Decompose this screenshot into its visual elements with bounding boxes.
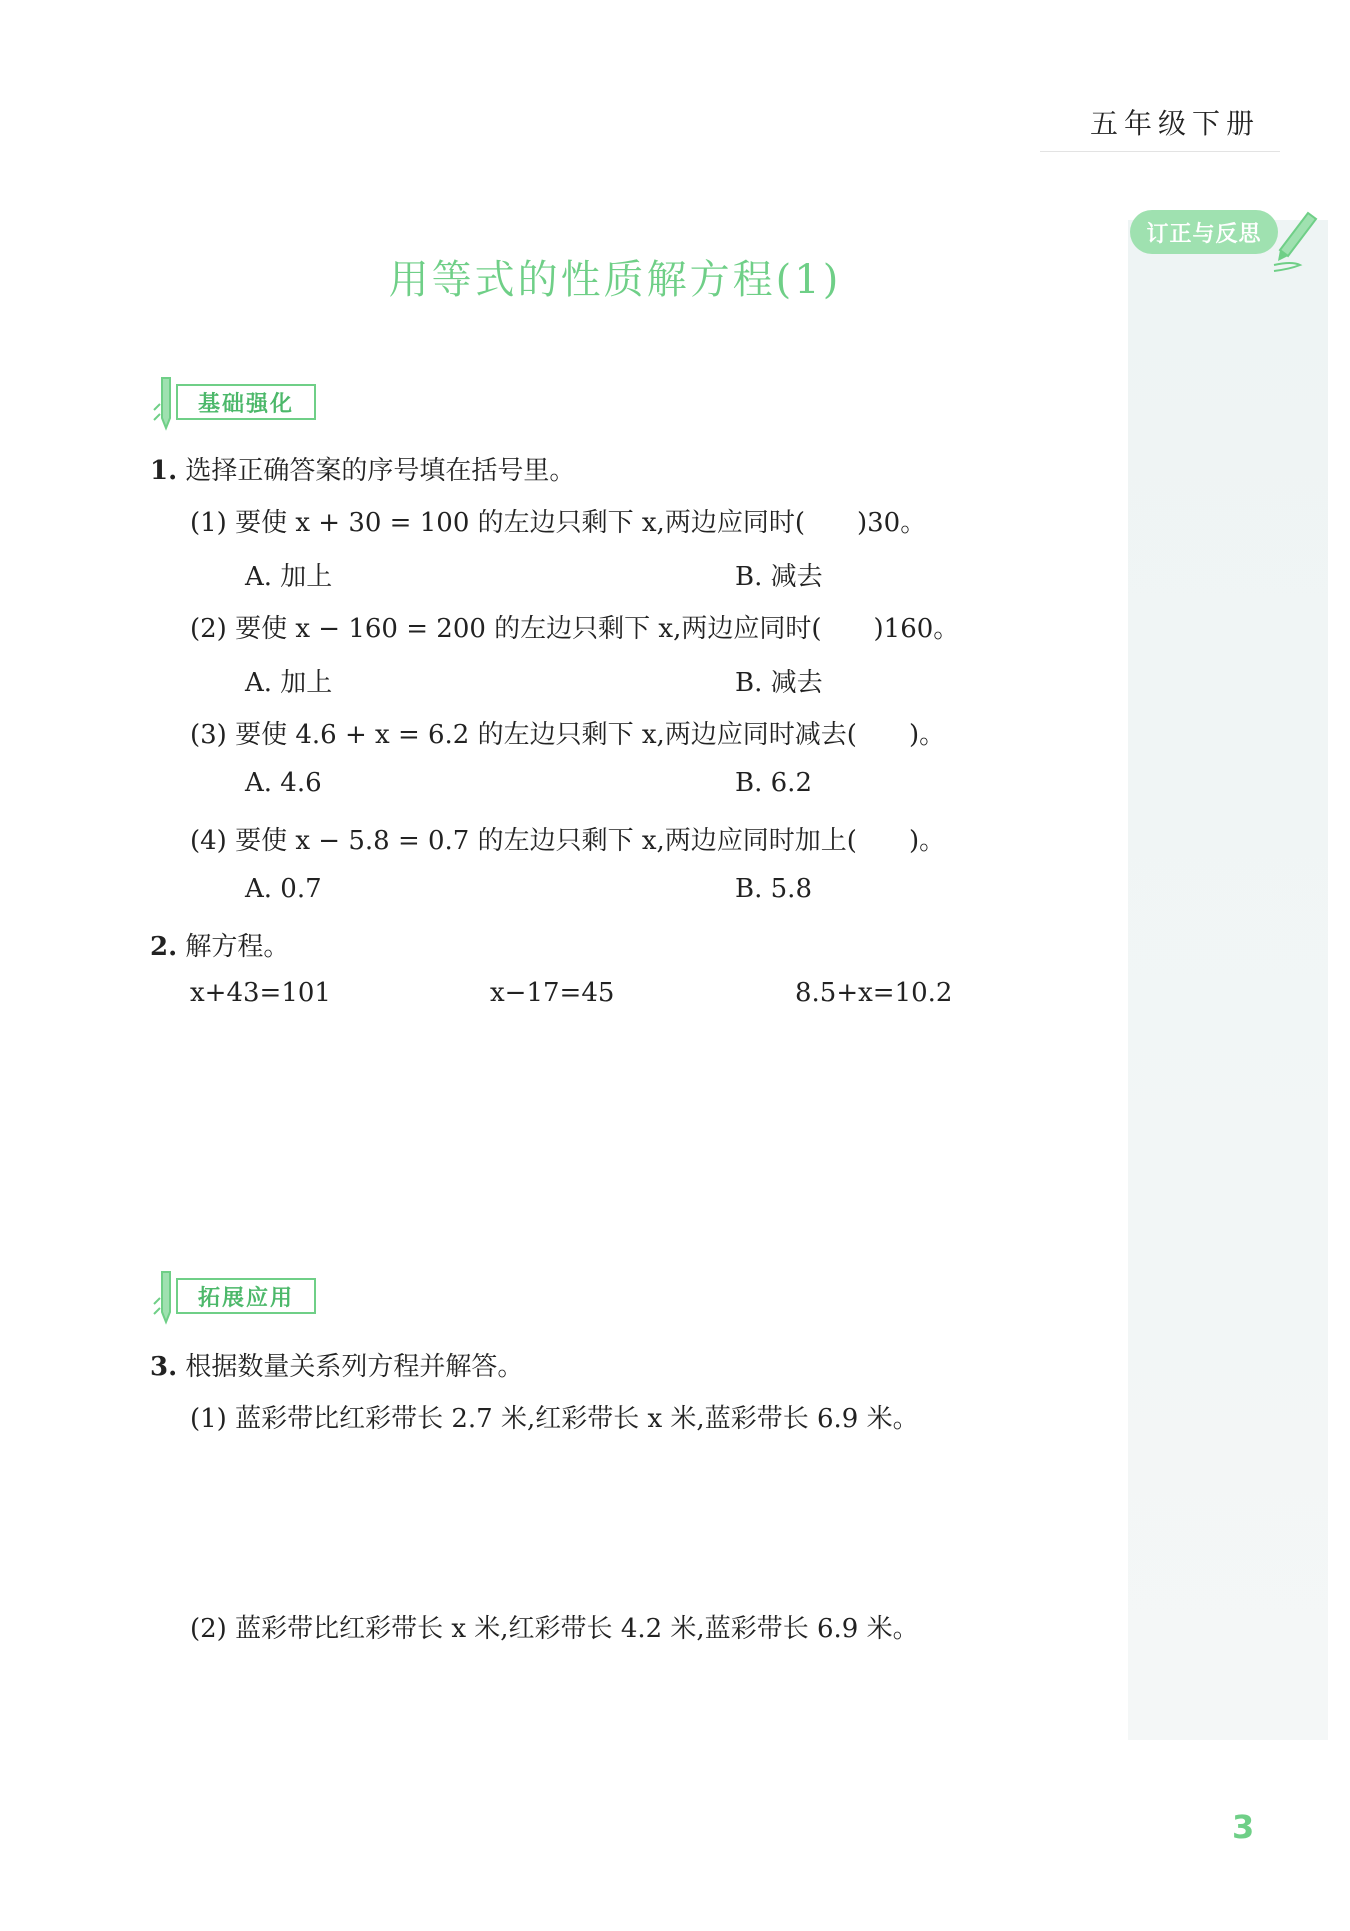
- reflection-margin: [1128, 220, 1328, 1740]
- q1-item-2-option-a: A. 加上: [245, 668, 333, 698]
- grade-header: 五年级下册: [1040, 112, 1280, 152]
- equation-1: x+43=101: [190, 978, 331, 1008]
- q1-item-2: (2) 要使 x − 160 = 200 的左边只剩下 x,两边应同时( )160。: [190, 614, 960, 644]
- q1-item-1: (1) 要使 x + 30 = 100 的左边只剩下 x,两边应同时( )30。: [190, 508, 927, 538]
- q1-item-4-option-a: A. 0.7: [245, 874, 322, 904]
- reflection-label: 订正与反思: [1130, 210, 1278, 254]
- question-2: [150, 926, 289, 963]
- q1-item-4: (4) 要使 x − 5.8 = 0.7 的左边只剩下 x,两边应同时加上( )。: [190, 826, 946, 856]
- question-text: 根据数量关系列方程并解答。: [185, 1352, 524, 1382]
- lesson-title: 用等式的性质解方程(1): [388, 257, 842, 303]
- q1-item-4-option-b: B. 5.8: [735, 874, 812, 904]
- q1-item-1-option-a: A. 加上: [245, 562, 333, 592]
- question-1: [150, 450, 575, 487]
- question-text: 选择正确答案的序号填在括号里。: [185, 456, 576, 486]
- q1-item-1-option-b: B. 减去: [735, 562, 823, 592]
- section-label: 基础强化: [176, 384, 316, 420]
- question-text: 解方程。: [185, 932, 290, 962]
- page-number: 3: [1232, 1808, 1255, 1846]
- q1-item-3-option-b: B. 6.2: [735, 768, 812, 798]
- q1-item-3: (3) 要使 4.6 + x = 6.2 的左边只剩下 x,两边应同时减去( )。: [190, 720, 946, 750]
- q1-item-2-option-b: B. 减去: [735, 668, 823, 698]
- section-extended: [150, 1276, 320, 1316]
- q3-item-1: (1) 蓝彩带比红彩带长 2.7 米,红彩带长 x 米,蓝彩带长 6.9 米。: [190, 1404, 919, 1434]
- section-basic: [150, 382, 320, 422]
- question-number: 3.: [150, 1352, 178, 1382]
- equation-2: x−17=45: [490, 978, 615, 1008]
- question-3: [150, 1346, 523, 1383]
- pencil-icon: [1270, 205, 1320, 275]
- q3-item-2: (2) 蓝彩带比红彩带长 x 米,红彩带长 4.2 米,蓝彩带长 6.9 米。: [190, 1614, 919, 1644]
- question-number: 1.: [150, 456, 178, 486]
- equation-3: 8.5+x=10.2: [795, 978, 953, 1008]
- section-label: 拓展应用: [176, 1278, 316, 1314]
- question-number: 2.: [150, 932, 178, 962]
- q1-item-3-option-a: A. 4.6: [245, 768, 322, 798]
